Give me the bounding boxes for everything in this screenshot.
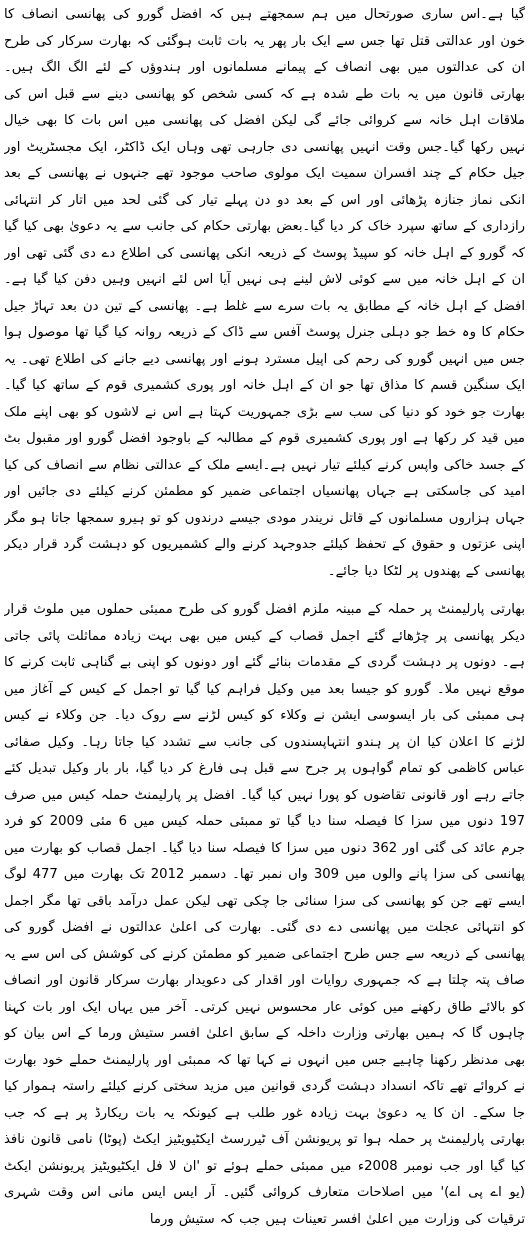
article-paragraph-1: گیا ہے۔اس ساری صورتحال میں ہم سمجھتے ہیں کہ افضل گورو کی پھانسی انصاف کا خون اور عدالتی قتل تھا جس سے ایک بار پھر یہ بات ثابت ہوگئی کہ بھارت سرکار کی طرح ان کی عدالتوں میں بھی انصاف کے پیمانے مسلمانوں اور ہندوؤں کے لئے الگ الگ ہیں۔ بھارتی قانون میں یہ بات طے شدہ ہے کہ کسی شخص کو پھانسی دینے سے قبل اس کی ملاقات اہل خانہ سے کروائی جائے گی لیکن افضل کی پھانسی میں اس بات کا بھی خیال نہیں رکھا گیا۔جس وقت انہیں پھانسی دی جارہی تھی وہاں ایک ڈاکٹر، ایک مجسٹریٹ اور جیل حکام کے چند افسران سمیت ایک مولوی صاحب موجود تھے جنہوں نے پھانسی کے بعد انکی نماز جنازہ پڑھائی اور اس کے بعد دو دن پہلے تیار کی گئی لحد میں اتار کر انتہائی رازداری کے ساتھ سپرد خاک کر دیا گیا۔بعض بھارتی حکام کی جانب سے یہ دعویٰ بھی کیا گیا کہ گورو کے اہل خانہ کو سپیڈ پوسٹ کے ذریعہ انکی پھانسی کی اطلاع دے دی گئی تھی اور ان کے اہل خانہ میں سے کوئی لاش لینے ہی نہیں آیا اس لئے انہیں وہیں دفن کیا گیا ہے۔افضل کے اہل خانہ کے مطابق یہ بات سرے سے غلط ہے۔ پھانسی کے تین دن بعد تہاڑ جیل حکام کا وہ خط جو دہلی جنرل پوسٹ آفس سے ڈاک کے ذریعہ روانہ کیا گیا تھا موصول ہوا جس میں انہیں گورو کی رحم کی اپیل مسترد ہونے اور پھانسی دیے جانے کی اطلاع تھی۔ یہ ایک سنگین قسم کا مذاق تھا جو ان کے اہل خانہ اور پوری کشمیری قوم کے ساتھ کیا گیا۔ بھارت جو خود کو دنیا کی سب سے بڑی جمہوریت کہتا ہے اس نے لاشوں کو بھی اپنے ملک میں قید کر رکھا ہے اور پوری کشمیری قوم کے مطالبہ کے باوجود افضل گورو اور مقبول بٹ کے جسد خاکی واپس کرنے کیلئے تیار نہیں ہے۔ایسے ملک کے عدالتی نظام سے انصاف کی کیا امید کی جاسکتی ہے جہاں پھانسیاں اجتماعی ضمیر کو مطمئن کرنے کیلئے دی جائیں اور جہاں ہزاروں مسلمانوں کے قاتل نریندر مودی جیسے درندوں کو تو ہیرو سمجھا جاتا ہو مگر اپنی عزتوں و حقوق کے تحفظ کیلئے جدوجہد کرنے والے کشمیریوں کو دہشت گرد قرار دیکر پھانسی کے پھندوں پر لٹکا دیا جائے۔: [4, 7, 525, 579]
paragraph-divider: [4, 585, 525, 597]
article-page: [4, 2, 525, 1256]
article-paragraph-2: بھارتی پارلیمنٹ پر حملہ کے مبینہ ملزم افضل گورو کی طرح ممبئی حملوں میں ملوث قرار دیکر پھانسی پر چڑھائے گئے اجمل قصاب کے کیس میں بھی بہت زیادہ مماثلت پائی جاتی ہے۔ دونوں پر دہشت گردی کے مقدمات بنائے گئے اور دونوں کو اپنی بے گناہی ثابت کرنے کا موقع نہیں ملا۔ گورو کو جیسا بعد میں وکیل فراہم کیا گیا تو اجمل کے کیس کے آغاز میں ہی ممبئی کی بار ایسوسی ایشن نے وکلاء کو کیس لڑنے سے روک دیا۔ جن وکلاء نے کیس لڑنے کا اعلان کیا ان پر ہندو انتہاپسندوں کی جانب سے تشدد کیا جاتا رہا۔ وکیل صفائی عباس کاظمی کو تمام گواہوں پر جرح سے قبل ہی فارغ کر دیا گیا، بار بار وکیل تبدیل کئے جاتے رہے اور قانونی تقاضوں کو پورا نہیں کیا گیا۔ افضل پر پارلیمنٹ حملہ کیس میں صرف 197 دنوں میں سزا کا فیصلہ سنا دیا گیا تو ممبئی حملہ کیس میں 6 مئی 2009 کو فرد جرم عائد کی گئی اور 362 دنوں میں سزا کا فیصلہ سنا دیا گیا۔ اجمل قصاب کو بھارت میں پھانسی کی سزا پانے والوں میں 309 واں نمبر تھا۔ دسمبر 2012 تک بھارت میں 477 لوگ ایسے تھے جن کو پھانسی کی سزا سنائی جا چکی تھی لیکن عمل درآمد باقی تھا مگر اجمل کو انتہائی عجلت میں پھانسی دے دی گئی۔ بھارت کی اعلیٰ عدالتوں نے افضل گورو کی پھانسی کے ذریعہ سے جس طرح اجتماعی ضمیر کو مطمئن کرنے کی کوشش کی اس سے یہ صاف پتہ چلتا ہے کہ جمہوری روایات اور اقدار کی دعویدار بھارت سرکار قانون اور انصاف کو بالائے طاق رکھنے میں کوئی عار محسوس نہیں کرتی۔ آخر میں یہاں ایک اور بات کہنا چاہوں گا کہ ہمیں بھارتی وزارت داخلہ کے سابق اعلیٰ افسر ستیش ورما کے اس بیان کو بھی مدنظر رکھنا چاہیے جس میں انہوں نے کہا تھا کہ ممبئی اور پارلیمنٹ حملے خود بھارت نے کروائے تھے تاکہ انسداد دہشت گردی قوانین میں مزید سختی کرنے کیلئے راستہ ہموار کیا جا سکے۔ ان کا یہ دعویٰ بہت زیادہ غور طلب ہے کیونکہ یہ بات ریکارڈ پر ہے کہ جب بھارتی پارلیمنٹ پر حملہ ہوا تو پریونشن آف ٹیررسٹ ایکٹیویٹیز ایکٹ (پوٹا) نامی قانون نافذ کیا گیا اور جب نومبر 2008ء میں ممبئی حملے ہوئے تو 'ان لا فل ایکٹیویٹیز پریونشن ایکٹ (یو اے پی اے)' میں اصلاحات متعارف کروائی گئیں۔ آر ایس ایس مانی اس وقت شہری ترقیات کی وزارت میں اعلیٰ افسر تعینات ہیں جب کہ ستیش ورما: [4, 602, 525, 1227]
